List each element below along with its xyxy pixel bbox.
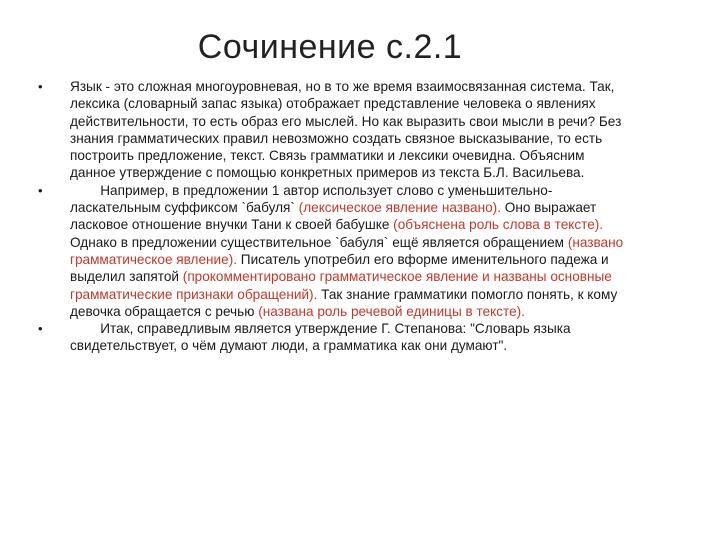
bullet-icon: • — [38, 182, 43, 198]
annotation-text: (прокомментировано грамматическое явление и названы основные грамматические признаки обращений). — [70, 269, 612, 302]
bullet-text: Итак, справедливым является утверждение Г. Степанова: "Словарь языка свидетельствует, о чём думают люди, а грамматика как они думают". — [70, 321, 575, 354]
annotation-text: (объяснена роль слова в тексте). — [393, 217, 604, 233]
annotation-text: (названа роль речевой единицы в тексте). — [258, 303, 525, 319]
bullet-text: Однако в предложении существительное `бабуля` ещё является обращением — [70, 234, 568, 250]
annotation-text: (лексическое явление названо). — [298, 200, 501, 216]
bullet-text: Например, в предложении 1 автор использует слово с уменьшительно-ласкательным суффиксом `бабуля` — [70, 182, 553, 216]
bullet-icon: • — [38, 321, 43, 337]
bullet-text: Писатель употребил его вформе именительного падежа и выделил запятой — [70, 251, 609, 285]
bullet-item — [38, 78, 628, 182]
bullet-text: Так знание грамматики помогло понять, к кому девочка обращается с речью — [70, 286, 618, 319]
slide-body — [38, 78, 628, 355]
bullet-item — [38, 320, 628, 355]
slide-title: Сочинение с.2.1 — [197, 28, 463, 66]
bullet-icon: • — [38, 79, 43, 94]
annotation-text: (названо грамматическое явление). — [70, 234, 624, 267]
bullet-item — [38, 182, 628, 320]
bullet-text: Язык - это сложная многоуровневая, но в то же время взаимосвязанная система. Так, лексика (словарный запас языка) отображает представление человека о явлениях действительности, то есть образ его мыслей. Но как выразить свои мысли в речи? Без знания грамматических правил невозможно создать связное высказывание, то есть построить предложение, текст. Связь грамматики и лексики очевидна. Объясним данное утверждение с помощью конкретных примеров из текста Б.Л. Васильева. — [70, 79, 622, 181]
bullet-text: Оно выражает ласковое отношение внучки Тани к своей бабушке — [70, 200, 597, 233]
